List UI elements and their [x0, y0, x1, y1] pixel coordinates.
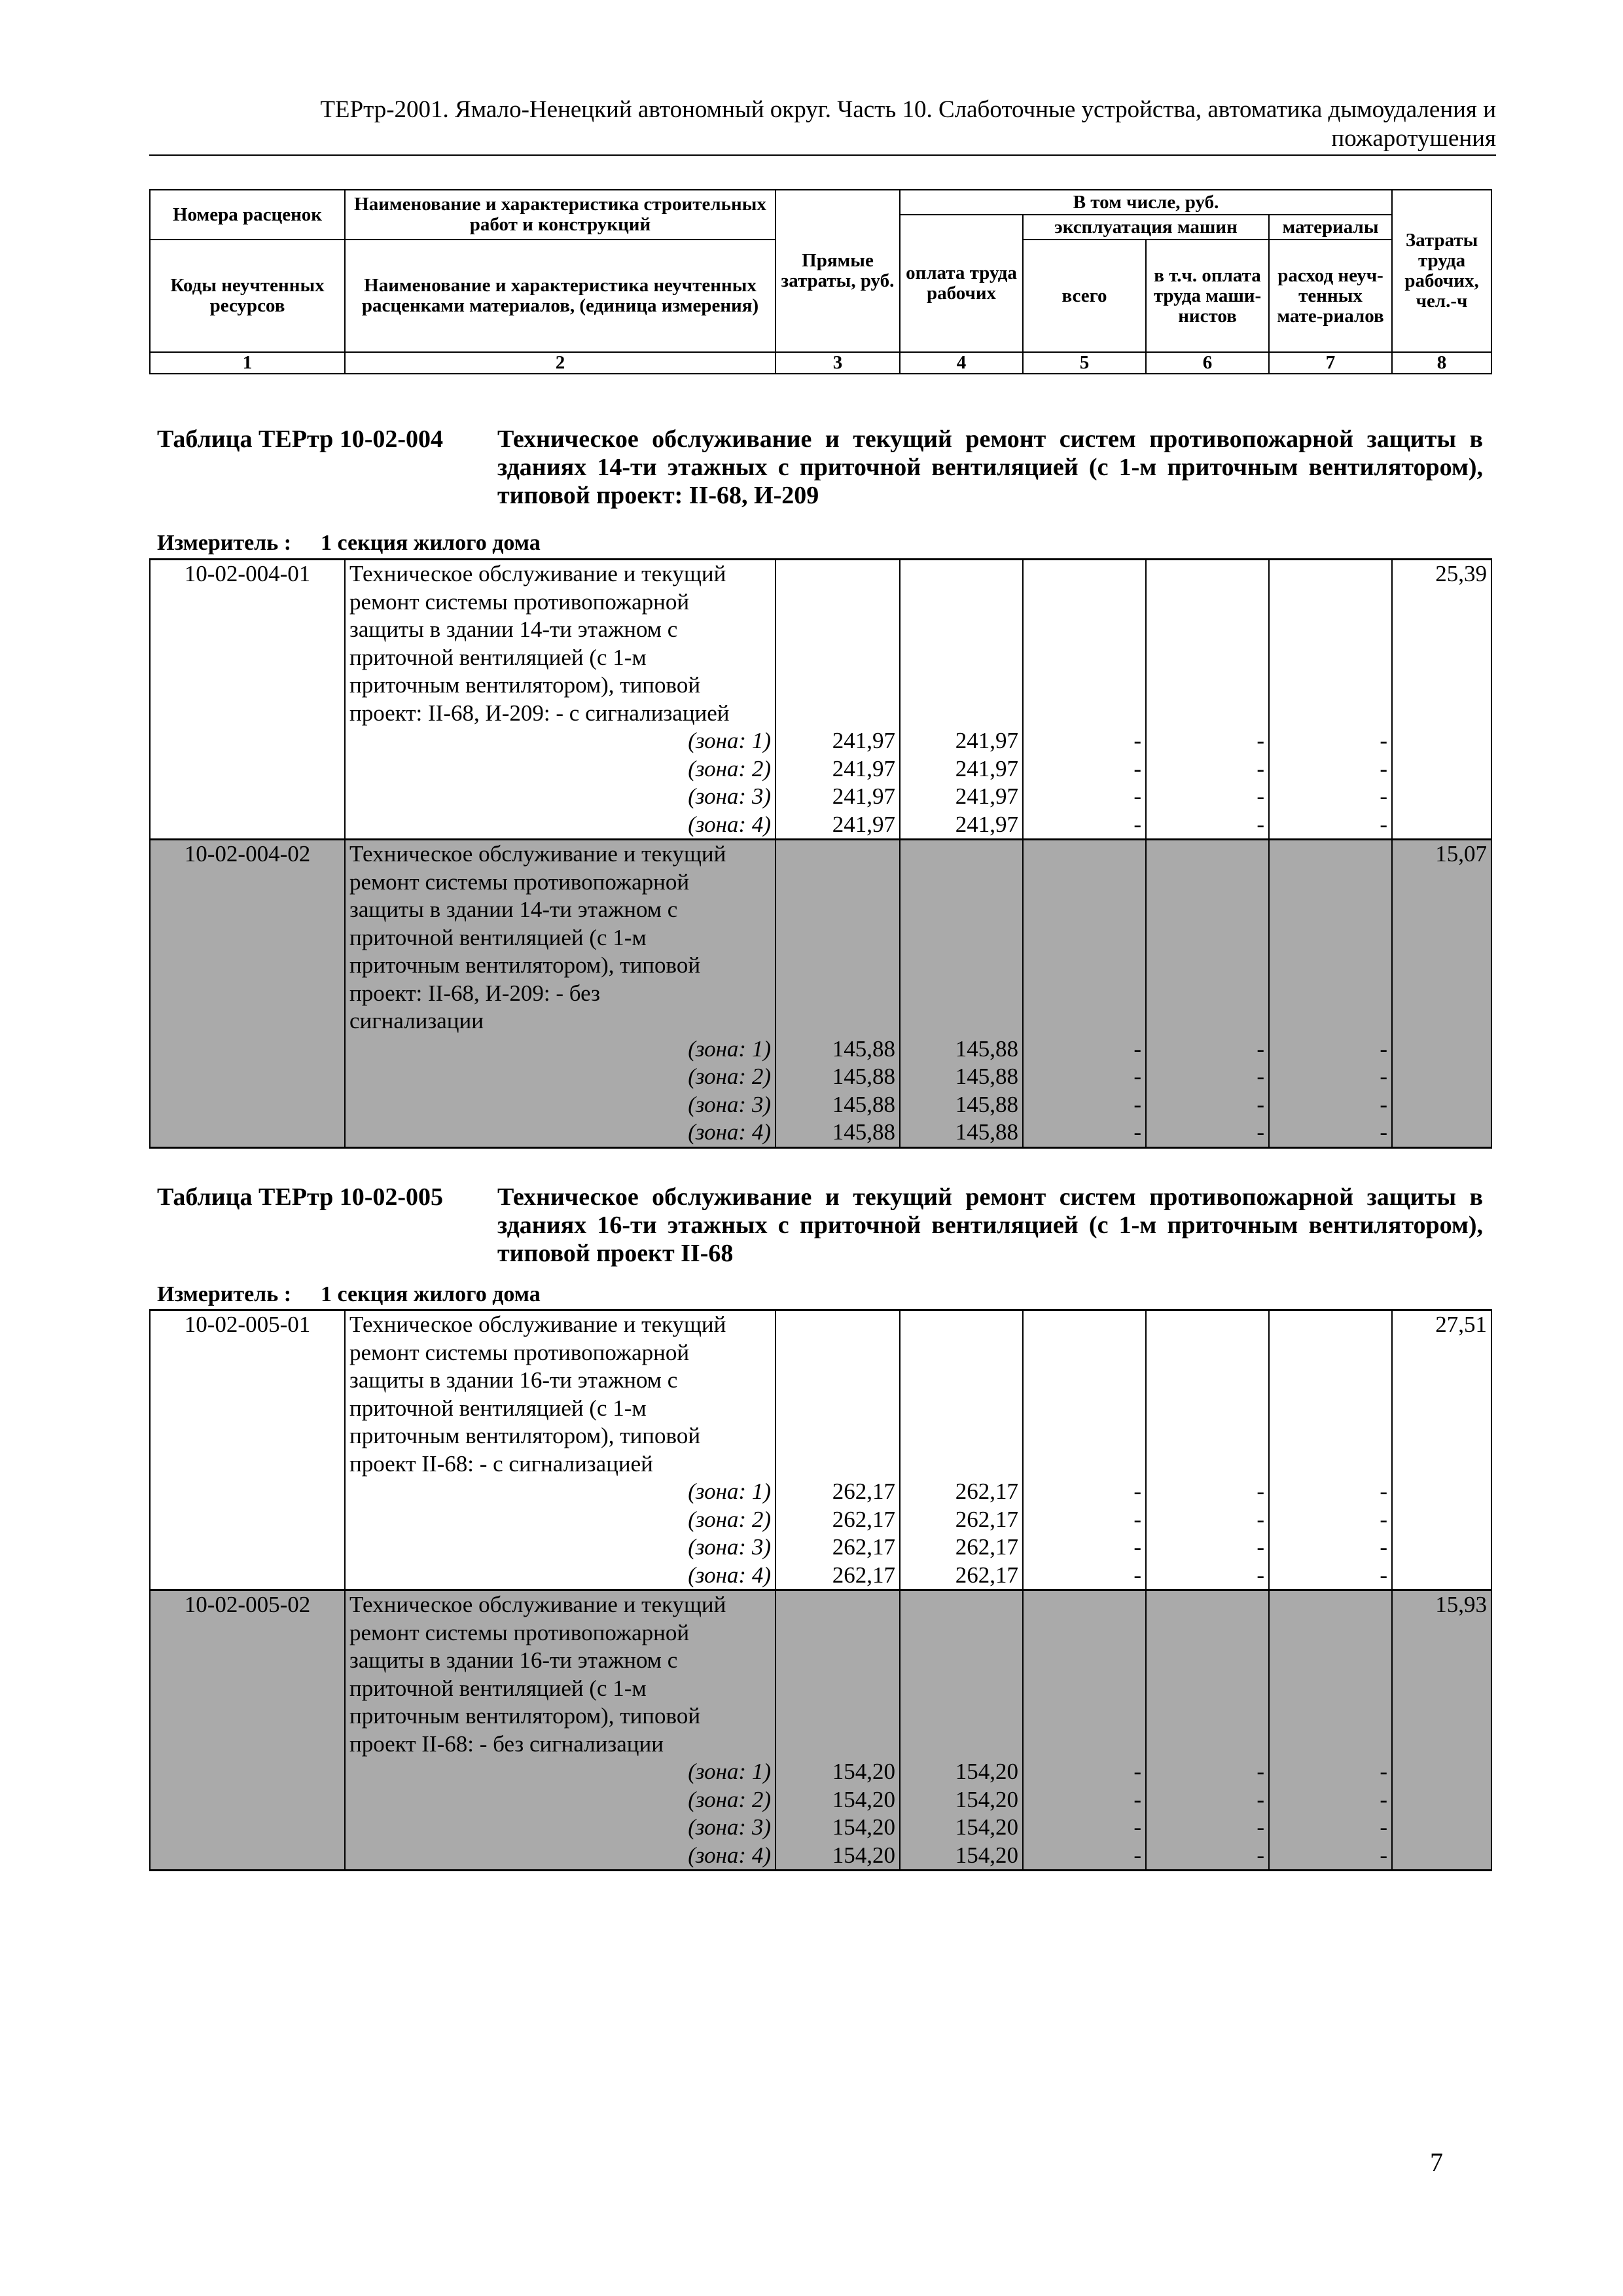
col-direct-costs: Прямые затраты, руб. — [776, 190, 900, 352]
col-machines-total: всего — [1023, 240, 1146, 352]
machinist-wages: - - - - — [1146, 560, 1269, 840]
zone-labels: (зона: 1) (зона: 2) (зона: 3) (зона: 4) — [688, 1035, 771, 1145]
rates-table-10-02-005 — [149, 1309, 1492, 1871]
col-number: 1 — [150, 352, 345, 374]
machines-total: - - - - — [1023, 1310, 1146, 1590]
meter — [157, 1282, 541, 1308]
direct-costs: 145,88 145,88 145,88 145,88 — [776, 840, 900, 1148]
rate-description: Техническое обслуживание и текущий ремонт системы противопожарной защиты в здании 14-ти этажном с приточной вентиляцией (с 1-м приточным вентилятором), типовой проект: II-68, И-209: - с сигнализацией (зона: 1) (зона: 2) (зона: 3) (зона: 4) — [345, 560, 776, 840]
rate-entry — [150, 840, 1491, 1148]
meter-value: 1 секция жилого дома — [321, 531, 541, 555]
direct-costs: 154,20 154,20 154,20 154,20 — [776, 1590, 900, 1871]
zone-labels: (зона: 1) (зона: 2) (зона: 3) (зона: 4) — [688, 1479, 771, 1588]
direct-costs: 241,97 241,97 241,97 241,97 — [776, 560, 900, 840]
machines-total: - - - - — [1023, 560, 1146, 840]
rate-entry — [150, 1310, 1491, 1590]
rates-table-10-02-004 — [149, 558, 1492, 1149]
table-title — [157, 1183, 1483, 1268]
col-number: 6 — [1146, 352, 1269, 374]
table-title — [157, 425, 1483, 510]
col-machines: эксплуатация машин — [1023, 215, 1269, 240]
labor-costs: 25,39 — [1392, 560, 1491, 840]
col-number: 7 — [1269, 352, 1392, 374]
header-line-2: пожаротушения — [1331, 125, 1496, 152]
worker-wages: 154,20 154,20 154,20 154,20 — [900, 1590, 1023, 1871]
column-header-table — [149, 189, 1492, 374]
worker-wages: 262,17 262,17 262,17 262,17 — [900, 1310, 1023, 1590]
meter-label: Измеритель : — [157, 1282, 292, 1306]
machinist-wages: - - - - — [1146, 1310, 1269, 1590]
rate-code: 10-02-005-01 — [150, 1310, 345, 1590]
meter-label: Измеритель : — [157, 531, 292, 555]
table-title-text: Техническое обслуживание и текущий ремонт систем противопожарной защиты в зданиях 14-ти этажных с приточной вентиляцией (с 1-м приточным вентилятором), типовой проект: II-68, И-209 — [497, 425, 1483, 509]
machines-total: - - - - — [1023, 1590, 1146, 1871]
col-resource-codes: Коды неучтенных ресурсов — [150, 240, 345, 352]
col-materials: материалы — [1269, 215, 1392, 240]
col-rate-numbers: Номера расценок — [150, 190, 345, 240]
col-number: 3 — [776, 352, 900, 374]
worker-wages: 145,88 145,88 145,88 145,88 — [900, 840, 1023, 1148]
rate-description: Техническое обслуживание и текущий ремонт системы противопожарной защиты в здании 16-ти этажном с приточной вентиляцией (с 1-м приточным вентилятором), типовой проект II-68: - с сигнализацией (зона: 1) (зона: 2) (зона: 3) (зона: 4) — [345, 1310, 776, 1590]
rate-code: 10-02-004-02 — [150, 840, 345, 1148]
zone-labels: (зона: 1) (зона: 2) (зона: 3) (зона: 4) — [688, 728, 771, 837]
labor-costs: 15,93 — [1392, 1590, 1491, 1871]
materials-consumption: - - - - — [1269, 1310, 1392, 1590]
table-title-text: Техническое обслуживание и текущий ремонт систем противопожарной защиты в зданиях 16-ти этажных с приточной вентиляцией (с 1-м приточным вентилятором), типовой проект II-68 — [497, 1183, 1483, 1267]
direct-costs: 262,17 262,17 262,17 262,17 — [776, 1310, 900, 1590]
rate-code: 10-02-004-01 — [150, 560, 345, 840]
col-including: В том числе, руб. — [900, 190, 1392, 215]
col-materials-consumption: расход неуч-тенных мате-риалов — [1269, 240, 1392, 352]
col-work-name: Наименование и характеристика строительных работ и конструкций — [345, 190, 776, 240]
rate-entry — [150, 1590, 1491, 1871]
rate-description: Техническое обслуживание и текущий ремонт системы противопожарной защиты в здании 16-ти этажном с приточной вентиляцией (с 1-м приточным вентилятором), типовой проект II-68: - без сигнализации (зона: 1) (зона: 2) (зона: 3) (зона: 4) — [345, 1590, 776, 1871]
labor-costs: 15,07 — [1392, 840, 1491, 1148]
header-line-1: ТЕРтр-2001. Ямало-Ненецкий автономный округ. Часть 10. Слаботочные устройства, автоматика дымоудаления и — [320, 96, 1496, 123]
col-number: 5 — [1023, 352, 1146, 374]
table-code: Таблица ТЕРтр 10-02-004 — [157, 425, 444, 453]
page-number: 7 — [1430, 2147, 1443, 2177]
meter — [157, 530, 541, 556]
col-material-name: Наименование и характеристика неучтенных расценками материалов, (единица измерения) — [345, 240, 776, 352]
table-code: Таблица ТЕРтр 10-02-005 — [157, 1183, 444, 1211]
rate-description: Техническое обслуживание и текущий ремонт системы противопожарной защиты в здании 14-ти этажном с приточной вентиляцией (с 1-м приточным вентилятором), типовой проект: II-68, И-209: - без сигнализации (зона: 1) (зона: 2) (зона: 3) (зона: 4) — [345, 840, 776, 1148]
zone-labels: (зона: 1) (зона: 2) (зона: 3) (зона: 4) — [688, 1759, 771, 1868]
col-number: 8 — [1392, 352, 1491, 374]
materials-consumption: - - - - — [1269, 560, 1392, 840]
materials-consumption: - - - - — [1269, 840, 1392, 1148]
col-worker-wages: оплата труда рабочих — [900, 215, 1023, 352]
machines-total: - - - - — [1023, 840, 1146, 1148]
worker-wages: 241,97 241,97 241,97 241,97 — [900, 560, 1023, 840]
col-machinist-wages: в т.ч. оплата труда маши-нистов — [1146, 240, 1269, 352]
machinist-wages: - - - - — [1146, 840, 1269, 1148]
machinist-wages: - - - - — [1146, 1590, 1269, 1871]
rate-entry — [150, 560, 1491, 840]
col-number: 4 — [900, 352, 1023, 374]
col-number: 2 — [345, 352, 776, 374]
col-labor-costs: Затраты труда рабочих, чел.-ч — [1392, 190, 1491, 352]
column-number-row — [150, 352, 1491, 374]
page-header — [149, 96, 1496, 156]
meter-value: 1 секция жилого дома — [321, 1282, 541, 1306]
rate-code: 10-02-005-02 — [150, 1590, 345, 1871]
materials-consumption: - - - - — [1269, 1590, 1392, 1871]
labor-costs: 27,51 — [1392, 1310, 1491, 1590]
